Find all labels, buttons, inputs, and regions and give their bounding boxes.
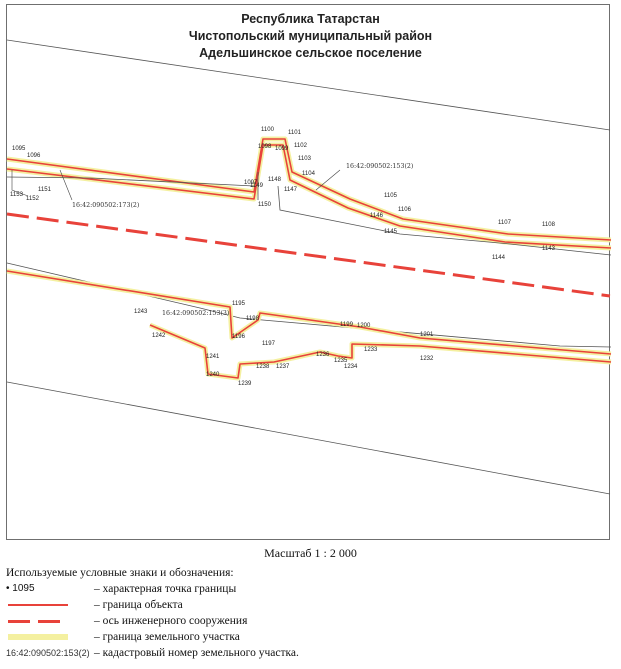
cadastral-label: 16:42:090502:153(3) bbox=[162, 310, 230, 317]
point-label: 1235 bbox=[334, 358, 348, 364]
point-label: 1099 bbox=[275, 146, 289, 152]
point-label: 1195 bbox=[232, 301, 245, 307]
point-label: 1108 bbox=[542, 222, 555, 228]
legend-axis-symbol bbox=[6, 613, 86, 629]
point-label: 1104 bbox=[302, 171, 315, 177]
legend-row-parcel bbox=[6, 629, 606, 645]
point-label: 1102 bbox=[294, 143, 307, 149]
point-label: 1201 bbox=[420, 332, 434, 338]
point-label: 1095 bbox=[12, 146, 26, 152]
point-label: 1243 bbox=[134, 309, 148, 315]
point-label: 1238 bbox=[256, 364, 270, 370]
legend-title: Используемые условные знаки и обозначения: bbox=[6, 567, 234, 579]
map-scale: Масштаб 1 : 2 000 bbox=[264, 546, 357, 560]
point-label: 1151 bbox=[38, 187, 51, 193]
map-subtitle-settlement: Адельшинское сельское поселение bbox=[199, 46, 422, 60]
point-label: 1233 bbox=[364, 347, 378, 353]
point-label: 1107 bbox=[498, 220, 511, 226]
map-title: Республика Татарстан bbox=[241, 12, 380, 26]
point-label: 1098 bbox=[258, 144, 272, 150]
point-label: 1232 bbox=[420, 356, 434, 362]
point-label: 1106 bbox=[398, 207, 411, 213]
point-label: 1105 bbox=[384, 193, 397, 199]
point-label: 1196 bbox=[232, 334, 245, 340]
point-label: 1147 bbox=[284, 187, 297, 193]
point-label: 1236 bbox=[316, 352, 330, 358]
point-label: 1103 bbox=[298, 156, 311, 162]
legend-parcel-symbol bbox=[6, 629, 86, 645]
legend-object-desc: – граница объекта bbox=[94, 599, 183, 611]
point-label: 1149 bbox=[250, 183, 263, 189]
legend-row-cadastral bbox=[6, 645, 606, 661]
parcel-line-lower-outer bbox=[7, 382, 610, 494]
point-label: 1145 bbox=[384, 229, 397, 235]
point-label: 1101 bbox=[288, 130, 301, 136]
legend-axis-desc: – ось инженерного сооружения bbox=[94, 615, 248, 627]
lower-object-boundary bbox=[7, 271, 611, 378]
point-label: 1237 bbox=[276, 364, 290, 370]
point-label: 1146 bbox=[370, 213, 383, 219]
point-label: 1241 bbox=[206, 354, 220, 360]
point-label: 1100 bbox=[261, 127, 274, 133]
point-label: 1234 bbox=[344, 364, 358, 370]
point-label: 1240 bbox=[206, 372, 220, 378]
lower-parcel-line bbox=[7, 263, 611, 347]
point-label: 1198 bbox=[246, 316, 259, 322]
point-label: 1143 bbox=[542, 246, 555, 252]
point-label: 1150 bbox=[258, 202, 271, 208]
legend-row-point bbox=[6, 581, 606, 597]
legend-row-object bbox=[6, 597, 606, 613]
legend-cadastral-symbol: 16:42:090502:153(2) bbox=[6, 648, 90, 658]
point-label: 1144 bbox=[492, 255, 505, 261]
point-label: 1197 bbox=[262, 341, 275, 347]
cadastral-label: 16:42:090502:173(2) bbox=[72, 202, 140, 209]
legend-point-symbol: • 1095 bbox=[6, 583, 35, 594]
legend-row-axis bbox=[6, 613, 606, 629]
map-subtitle-district: Чистопольский муниципальный район bbox=[188, 29, 433, 43]
legend-cadastral-desc: – кадастровый номер земельного участка. bbox=[94, 647, 299, 659]
point-label: 1153 bbox=[10, 192, 23, 198]
point-label: 1152 bbox=[26, 196, 39, 202]
legend-parcel-desc: – граница земельного участка bbox=[94, 631, 240, 643]
legend-point-desc: – характерная точка границы bbox=[94, 583, 237, 595]
legend-object-symbol bbox=[6, 597, 86, 613]
point-label: 1200 bbox=[357, 323, 371, 329]
point-label: 1239 bbox=[238, 381, 252, 387]
point-label: 1148 bbox=[268, 177, 281, 183]
point-label: 1097 bbox=[244, 180, 258, 186]
cadastral-label: 16:42:090502:153(2) bbox=[346, 163, 414, 170]
point-label: 1199 bbox=[340, 322, 353, 328]
legend bbox=[6, 566, 606, 661]
point-label: 1242 bbox=[152, 333, 166, 339]
point-label: 1096 bbox=[27, 153, 41, 159]
